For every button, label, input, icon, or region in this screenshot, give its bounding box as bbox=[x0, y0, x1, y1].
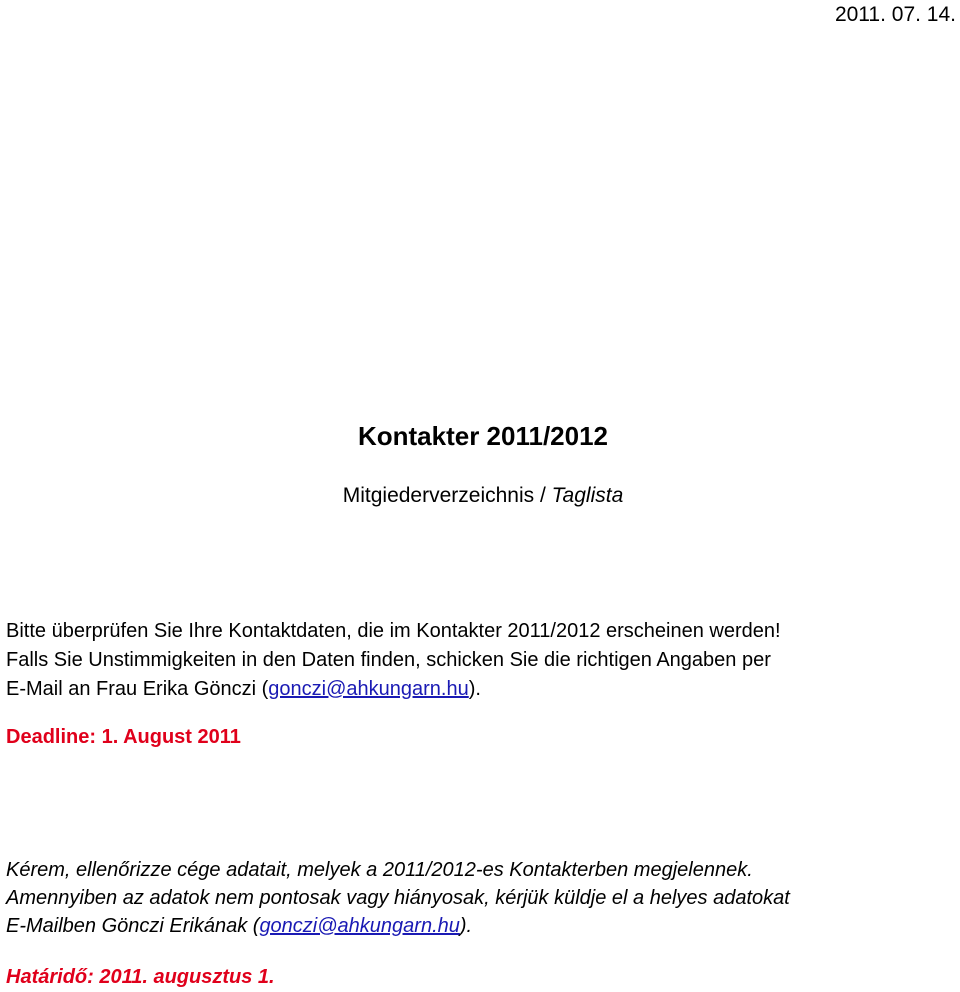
document-date: 2011. 07. 14. bbox=[834, 3, 956, 26]
hungarian-email-link[interactable]: gonczi@ahkungarn.hu bbox=[259, 915, 460, 937]
german-email-link[interactable]: gonczi@ahkungarn.hu bbox=[268, 678, 469, 700]
page-title: Kontakter 2011/2012 bbox=[357, 421, 609, 451]
hungarian-instructions bbox=[6, 856, 956, 940]
german-instructions bbox=[6, 617, 956, 704]
german-line-2: Falls Sie Unstimmigkeiten in den Daten finden, schicken Sie die richtigen Angaben per bbox=[6, 649, 771, 671]
german-line-3 bbox=[6, 675, 956, 704]
deadline-german: Deadline: 1. August 2011 bbox=[6, 726, 241, 748]
german-line-1: Bitte überprüfen Sie Ihre Kontaktdaten, die im Kontakter 2011/2012 erscheinen werden! bbox=[6, 620, 781, 642]
german-line-3-prefix: E-Mail an Frau Erika Gönczi ( bbox=[6, 678, 269, 700]
deadline-hungarian: Határidő: 2011. augusztus 1. bbox=[6, 966, 275, 988]
hungarian-line-2: Amennyiben az adatok nem pontosak vagy hiányosak, kérjük küldje el a helyes adatokat bbox=[6, 887, 790, 909]
hungarian-line-3 bbox=[6, 912, 956, 940]
hungarian-line-3-suffix: ). bbox=[459, 915, 473, 937]
subtitle bbox=[0, 482, 960, 510]
hungarian-line-3-prefix: E-Mailben Gönczi Erikának ( bbox=[6, 915, 260, 937]
subtitle-german: Mitgiederverzeichnis / bbox=[342, 484, 552, 507]
german-line-3-suffix: ). bbox=[468, 678, 481, 700]
hungarian-line-1: Kérem, ellenőrizze cége adatait, melyek a 2011/2012-es Kontakterben megjelennek. bbox=[6, 859, 753, 881]
subtitle-hungarian: Taglista bbox=[551, 484, 624, 507]
